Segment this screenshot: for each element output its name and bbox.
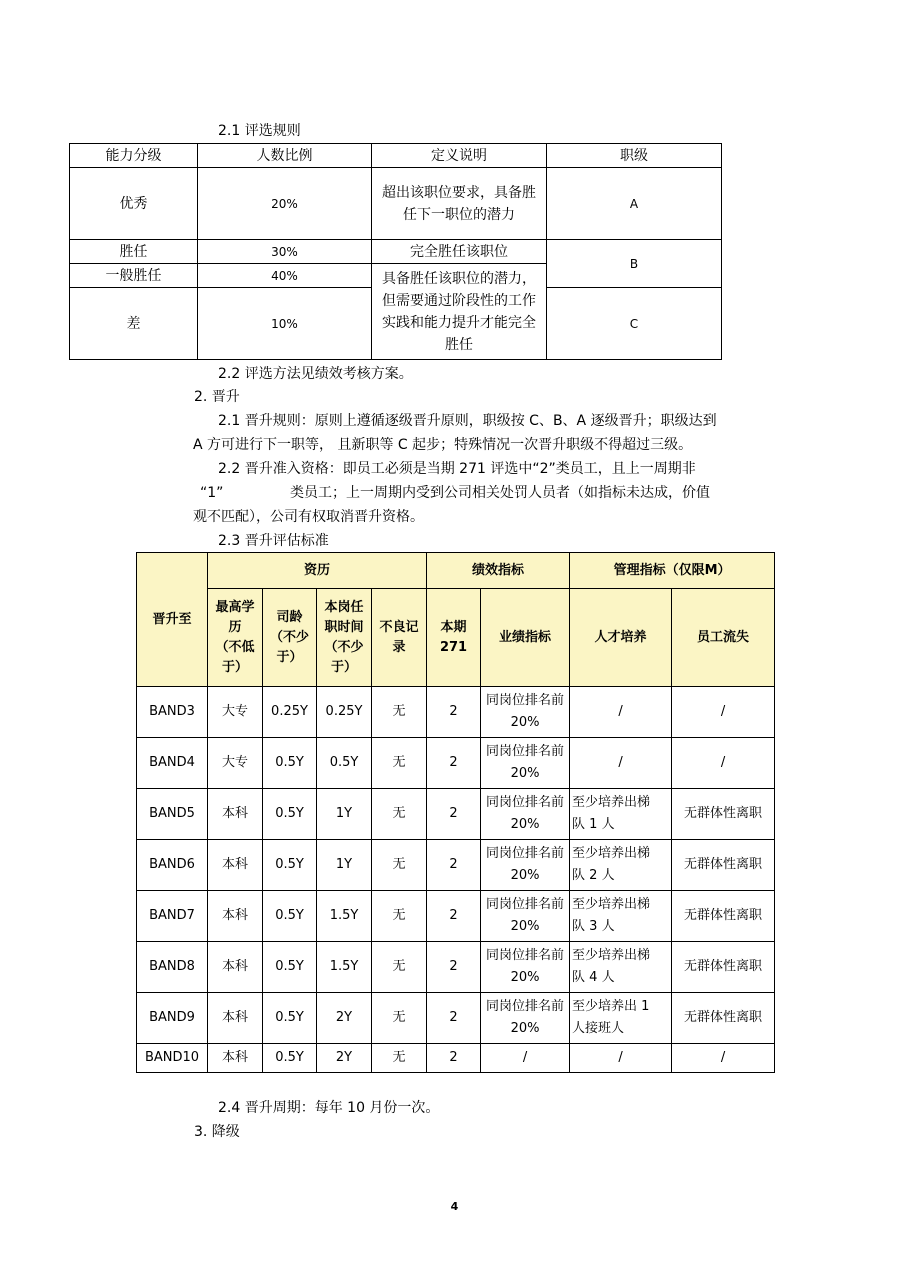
section-title-promotion-criteria: 2.3 晋升评估标准 [218, 533, 329, 549]
cell-line: 队 3 人 [572, 919, 615, 934]
header-promote-to: 晋升至 [137, 553, 208, 687]
grade-cell: A [547, 168, 722, 240]
bad-record-cell: 无 [372, 789, 427, 840]
turnover-cell: 无群体性离职 [672, 840, 775, 891]
paragraph-promotion-cycle: 2.4 晋升周期：每年 10 月份一次。 [218, 1100, 440, 1116]
cell-line: 至少培养出梯 [572, 846, 651, 861]
cell-line: 同岗位排名前 [486, 948, 565, 963]
table-row [137, 687, 775, 738]
education-cell: 大专 [208, 738, 263, 789]
271-cell: 2 [427, 891, 481, 942]
header-group-qualification: 资历 [208, 553, 427, 589]
cell-line: / [618, 704, 623, 719]
paragraph-qualification-3: 观不匹配），公司有权取消晋升资格。 [193, 509, 424, 525]
cell-line: 队 2 人 [572, 868, 615, 883]
ratio-cell: 40% [198, 264, 372, 288]
cell-line: 20% [510, 919, 540, 934]
271-cell: 2 [427, 993, 481, 1044]
page-number: 4 [450, 1200, 459, 1213]
talent-cell [570, 738, 672, 789]
education-cell: 本科 [208, 1044, 263, 1073]
cell-line: 队 1 人 [572, 817, 615, 832]
cell-line: 同岗位排名前 [486, 744, 565, 759]
turnover-cell: 无群体性离职 [672, 942, 775, 993]
band-cell: BAND6 [137, 840, 208, 891]
paragraph-qualification-2b: 类员工；上一周期内受到公司相关处罚人员者（如指标未达成，价值 [290, 485, 710, 501]
evaluation-rules-table [69, 143, 722, 360]
definition-cell: 超出该职位要求，具备胜任下一职位的潜力 [372, 168, 547, 240]
ratio-cell: 30% [198, 240, 372, 264]
table-row [137, 738, 775, 789]
271-cell: 2 [427, 789, 481, 840]
cell-line: 20% [510, 715, 540, 730]
cell-line: 20% [510, 817, 540, 832]
cell-line: / [522, 1050, 528, 1065]
cell-line: / [618, 1050, 623, 1065]
talent-cell [570, 942, 672, 993]
post-tenure-cell: 2Y [317, 1044, 372, 1073]
header-turnover: 员工流失 [672, 589, 775, 687]
tenure-cell: 0.5Y [263, 993, 317, 1044]
performance-cell [481, 942, 570, 993]
band-cell: BAND8 [137, 942, 208, 993]
post-tenure-cell: 1Y [317, 840, 372, 891]
header-post-tenure [317, 589, 372, 687]
talent-cell [570, 687, 672, 738]
header-tenure [263, 589, 317, 687]
table-row [137, 1044, 775, 1073]
ratio-cell: 20% [198, 168, 372, 240]
header-performance-indicator: 业绩指标 [481, 589, 570, 687]
table-row [137, 993, 775, 1044]
paragraph-2-2: 2.2 评选方法见绩效考核方案。 [218, 366, 413, 382]
grade-cell: C [547, 288, 722, 360]
paragraph-qualification-2a: “1” [200, 485, 224, 501]
turnover-cell: / [672, 1044, 775, 1073]
grade-cell: B [547, 240, 722, 288]
header-level: 能力分级 [70, 144, 198, 168]
band-cell: BAND5 [137, 789, 208, 840]
header-definition: 定义说明 [372, 144, 547, 168]
bad-record-cell: 无 [372, 942, 427, 993]
271-cell: 2 [427, 942, 481, 993]
turnover-cell: 无群体性离职 [672, 789, 775, 840]
header-line: （不少 [269, 629, 309, 645]
cell-line: 同岗位排名前 [486, 846, 565, 861]
talent-cell [570, 993, 672, 1044]
header-group-performance: 绩效指标 [427, 553, 570, 589]
tenure-cell: 0.25Y [263, 687, 317, 738]
cell-line: / [618, 755, 623, 770]
header-line: 于） [221, 659, 248, 675]
turnover-cell: 无群体性离职 [672, 993, 775, 1044]
band-cell: BAND7 [137, 891, 208, 942]
table-row [137, 789, 775, 840]
header-line: 历 [228, 619, 242, 635]
cell-line: 至少培养出梯 [572, 948, 651, 963]
header-line: 本期 [440, 619, 467, 635]
header-line: 于） [330, 659, 357, 675]
education-cell: 大专 [208, 687, 263, 738]
tenure-cell: 0.5Y [263, 891, 317, 942]
post-tenure-cell: 0.25Y [317, 687, 372, 738]
cell-line: 至少培养出 1 [572, 999, 650, 1014]
level-cell: 胜任 [70, 240, 198, 264]
cell-line: 20% [510, 766, 540, 781]
education-cell: 本科 [208, 942, 263, 993]
header-line: （不低 [215, 639, 255, 655]
turnover-cell: / [672, 738, 775, 789]
cell-line: 20% [510, 868, 540, 883]
header-line: （不少 [324, 639, 364, 655]
tenure-cell: 0.5Y [263, 789, 317, 840]
performance-cell [481, 1044, 570, 1073]
paragraph-promotion-rules-1: 2.1 晋升规则：原则上遵循逐级晋升原则，职级按 C、B、A 逐级晋升；职级达到 [218, 413, 717, 429]
post-tenure-cell: 1Y [317, 789, 372, 840]
education-cell: 本科 [208, 891, 263, 942]
header-talent-development: 人才培养 [570, 589, 672, 687]
level-cell: 差 [70, 288, 198, 360]
turnover-cell: / [672, 687, 775, 738]
heading-demotion: 3. 降级 [194, 1124, 240, 1140]
table-row [137, 891, 775, 942]
tenure-cell: 0.5Y [263, 840, 317, 891]
cell-line: 同岗位排名前 [486, 999, 565, 1014]
definition-cell: 具备胜任该职位的潜力，但需要通过阶段性的工作实践和能力提升才能完全胜任 [372, 264, 547, 360]
band-cell: BAND3 [137, 687, 208, 738]
performance-cell [481, 789, 570, 840]
table-row [137, 942, 775, 993]
cell-line: 人接班人 [572, 1021, 625, 1036]
cell-line: 同岗位排名前 [486, 795, 565, 810]
tenure-cell: 0.5Y [263, 738, 317, 789]
paragraph-qualification-1: 2.2 晋升准入资格：即员工必须是当期 271 评选中“2”类员工，且上一周期非 [218, 461, 696, 477]
header-line: 271 [439, 639, 468, 655]
tenure-cell: 0.5Y [263, 1044, 317, 1073]
performance-cell [481, 687, 570, 738]
header-line: 录 [392, 639, 406, 655]
cell-line: 队 4 人 [572, 970, 615, 985]
table-row [137, 840, 775, 891]
band-cell: BAND4 [137, 738, 208, 789]
header-line: 职时间 [324, 619, 364, 635]
cell-line: 至少培养出梯 [572, 897, 651, 912]
turnover-cell: 无群体性离职 [672, 891, 775, 942]
cell-line: 同岗位排名前 [486, 693, 565, 708]
bad-record-cell: 无 [372, 993, 427, 1044]
header-line: 最高学 [215, 599, 255, 615]
header-group-management: 管理指标（仅限M） [570, 553, 775, 589]
education-cell: 本科 [208, 993, 263, 1044]
section-title-evaluation-rules: 2.1 评选规则 [218, 123, 301, 139]
ratio-cell: 10% [198, 288, 372, 360]
bad-record-cell: 无 [372, 891, 427, 942]
definition-cell: 完全胜任该职位 [372, 240, 547, 264]
header-bad-record [372, 589, 427, 687]
heading-promotion: 2. 晋升 [194, 389, 240, 405]
271-cell: 2 [427, 1044, 481, 1073]
271-cell: 2 [427, 840, 481, 891]
header-grade: 职级 [547, 144, 722, 168]
talent-cell [570, 840, 672, 891]
header-line: 本岗任 [324, 599, 364, 615]
header-education [208, 589, 263, 687]
bad-record-cell: 无 [372, 738, 427, 789]
band-cell: BAND9 [137, 993, 208, 1044]
header-line: 于） [276, 649, 303, 665]
bad-record-cell: 无 [372, 1044, 427, 1073]
cell-line: 同岗位排名前 [486, 897, 565, 912]
cell-line: 至少培养出梯 [572, 795, 651, 810]
talent-cell [570, 1044, 672, 1073]
header-ratio: 人数比例 [198, 144, 372, 168]
performance-cell [481, 891, 570, 942]
performance-cell [481, 840, 570, 891]
271-cell: 2 [427, 738, 481, 789]
cell-line: 20% [510, 970, 540, 985]
education-cell: 本科 [208, 789, 263, 840]
education-cell: 本科 [208, 840, 263, 891]
talent-cell [570, 891, 672, 942]
post-tenure-cell: 1.5Y [317, 891, 372, 942]
tenure-cell: 0.5Y [263, 942, 317, 993]
post-tenure-cell: 2Y [317, 993, 372, 1044]
talent-cell [570, 789, 672, 840]
band-cell: BAND10 [137, 1044, 208, 1073]
level-cell: 一般胜任 [70, 264, 198, 288]
post-tenure-cell: 0.5Y [317, 738, 372, 789]
header-line: 不良记 [379, 619, 419, 635]
bad-record-cell: 无 [372, 840, 427, 891]
bad-record-cell: 无 [372, 687, 427, 738]
header-271 [427, 589, 481, 687]
paragraph-promotion-rules-2: A 方可进行下一职等， 且新职等 C 起步；特殊情况一次晋升职级不得超过三级。 [193, 437, 693, 453]
promotion-criteria-table [136, 552, 775, 1073]
header-line: 司龄 [276, 609, 303, 625]
performance-cell [481, 738, 570, 789]
performance-cell [481, 993, 570, 1044]
post-tenure-cell: 1.5Y [317, 942, 372, 993]
271-cell: 2 [427, 687, 481, 738]
cell-line: 20% [510, 1021, 540, 1036]
level-cell: 优秀 [70, 168, 198, 240]
